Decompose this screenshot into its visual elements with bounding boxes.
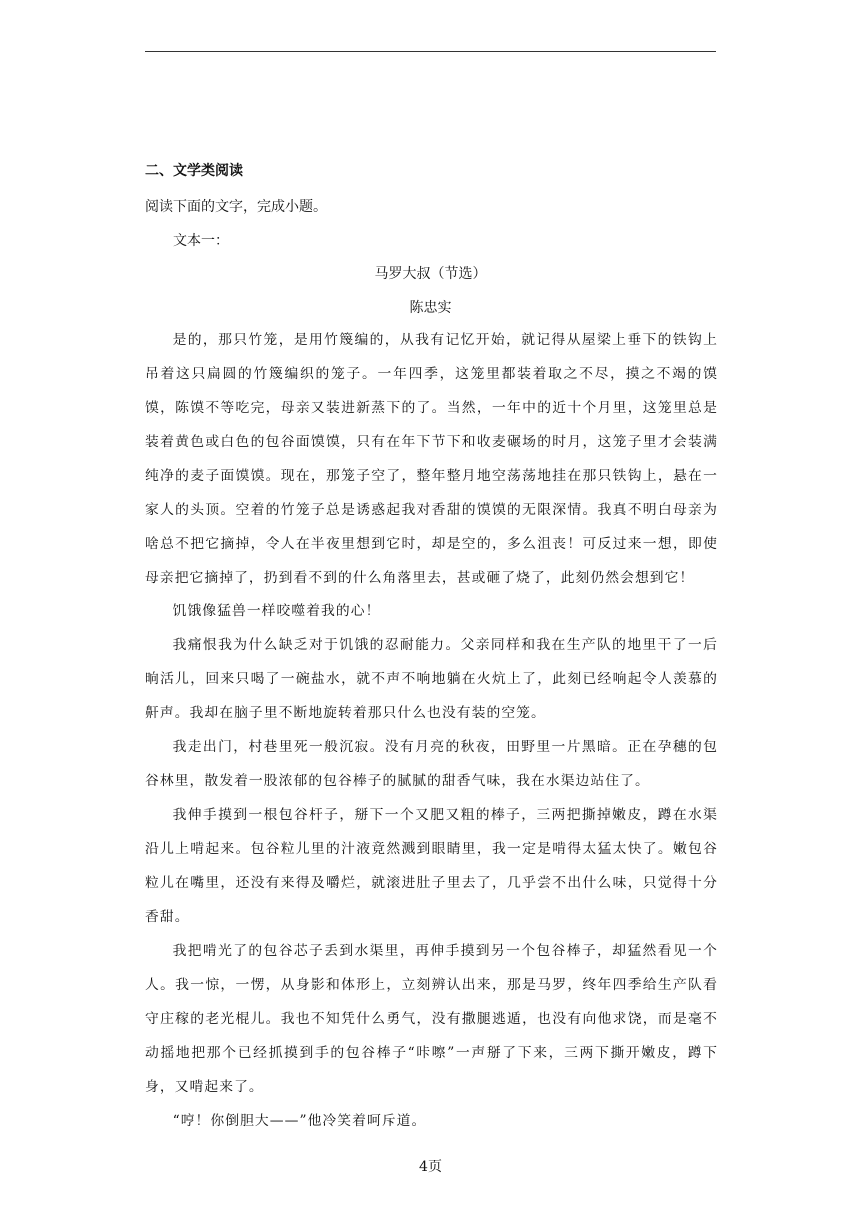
paragraph: 我伸手摸到一根包谷杆子，掰下一个又肥又粗的棒子，三两把撕掉嫩皮，蹲在水渠沿儿上啃起来。包谷粒儿里的汁液竟然溅到眼睛里，我一定是啃得太猛太快了。嫩包谷粒儿在嘴里，还没有来得及嚼烂，就滚进肚子里去了，几乎尝不出什么味，只觉得十分香甜。: [145, 807, 718, 925]
paragraph: 饥饿像猛兽一样咬噬着我的心！: [172, 603, 381, 619]
paragraph: 是的，那只竹笼，是用竹篾编的，从我有记忆开始，就记得从屋梁上垂下的铁钩上吊着这只扁圆的竹篾编织的笼子。一年四季，这笼里都装着取之不尽，摸之不竭的馍馍，陈馍不等吃完，母亲又装进新蒸下的了。当然，一年中的近十个月里，这笼里总是装着黄色或白色的包谷面馍馍，只有在年下节下和收麦碾场的时月，这笼子里才会装满纯净的麦子面馍馍。现在，那笼子空了，整年整月地空荡荡地挂在那只铁钩上，悬在一家人的头顶。空着的竹笼子总是诱惑起我对香甜的馍馍的无限深情。我真不明白母亲为啥总不把它摘掉，令人在半夜里想到它时，却是空的，多么沮丧！可反过来一想，即使母亲把它摘掉了，扔到看不到的什么角落里去，甚或砸了烧了，此刻仍然会想到它！: [145, 332, 718, 586]
section-heading: 二、文学类阅读: [145, 163, 243, 179]
paragraph: 我走出门，村巷里死一般沉寂。没有月亮的秋夜，田野里一片黑暗。正在孕穗的包谷林里，散发着一股浓郁的包谷棒子的腻腻的甜香气味，我在水渠边站住了。: [145, 739, 718, 789]
instruction-text: 阅读下面的文字，完成小题。: [145, 199, 327, 215]
article-title: 马罗大叔（节选）: [374, 266, 487, 282]
header-rule: [145, 51, 716, 52]
paragraph: 我痛恨我为什么缺乏对于饥饿的忍耐能力。父亲同样和我在生产队的地里干了一后晌活儿，回来只喝了一碗盐水，就不声不响地躺在火炕上了，此刻已经响起令人羡慕的鼾声。我却在脑子里不断地旋转着那只什么也没有装的空笼。: [145, 637, 718, 721]
page-number: 4页: [419, 1159, 442, 1175]
article-author: 陈忠实: [409, 300, 452, 316]
text-label: 文本一：: [173, 233, 229, 249]
paragraph: 我把啃光了的包谷芯子丢到水渠里，再伸手摸到另一个包谷棒子，却猛然看见一个人。我一惊，一愣，从身影和体形上，立刻辨认出来，那是马罗，终年四季给生产队看守庄稼的老光棍儿。我也不知凭什么勇气，没有撒腿逃遁，也没有向他求饶，而是毫不动摇地把那个已经抓摸到手的包谷棒子“咔嚓”一声掰了下来，三两下撕开嫩皮，蹲下身，又啃起来了。: [145, 943, 718, 1095]
paragraph: “哼！你倒胆大——”他冷笑着呵斥道。: [172, 1113, 427, 1129]
